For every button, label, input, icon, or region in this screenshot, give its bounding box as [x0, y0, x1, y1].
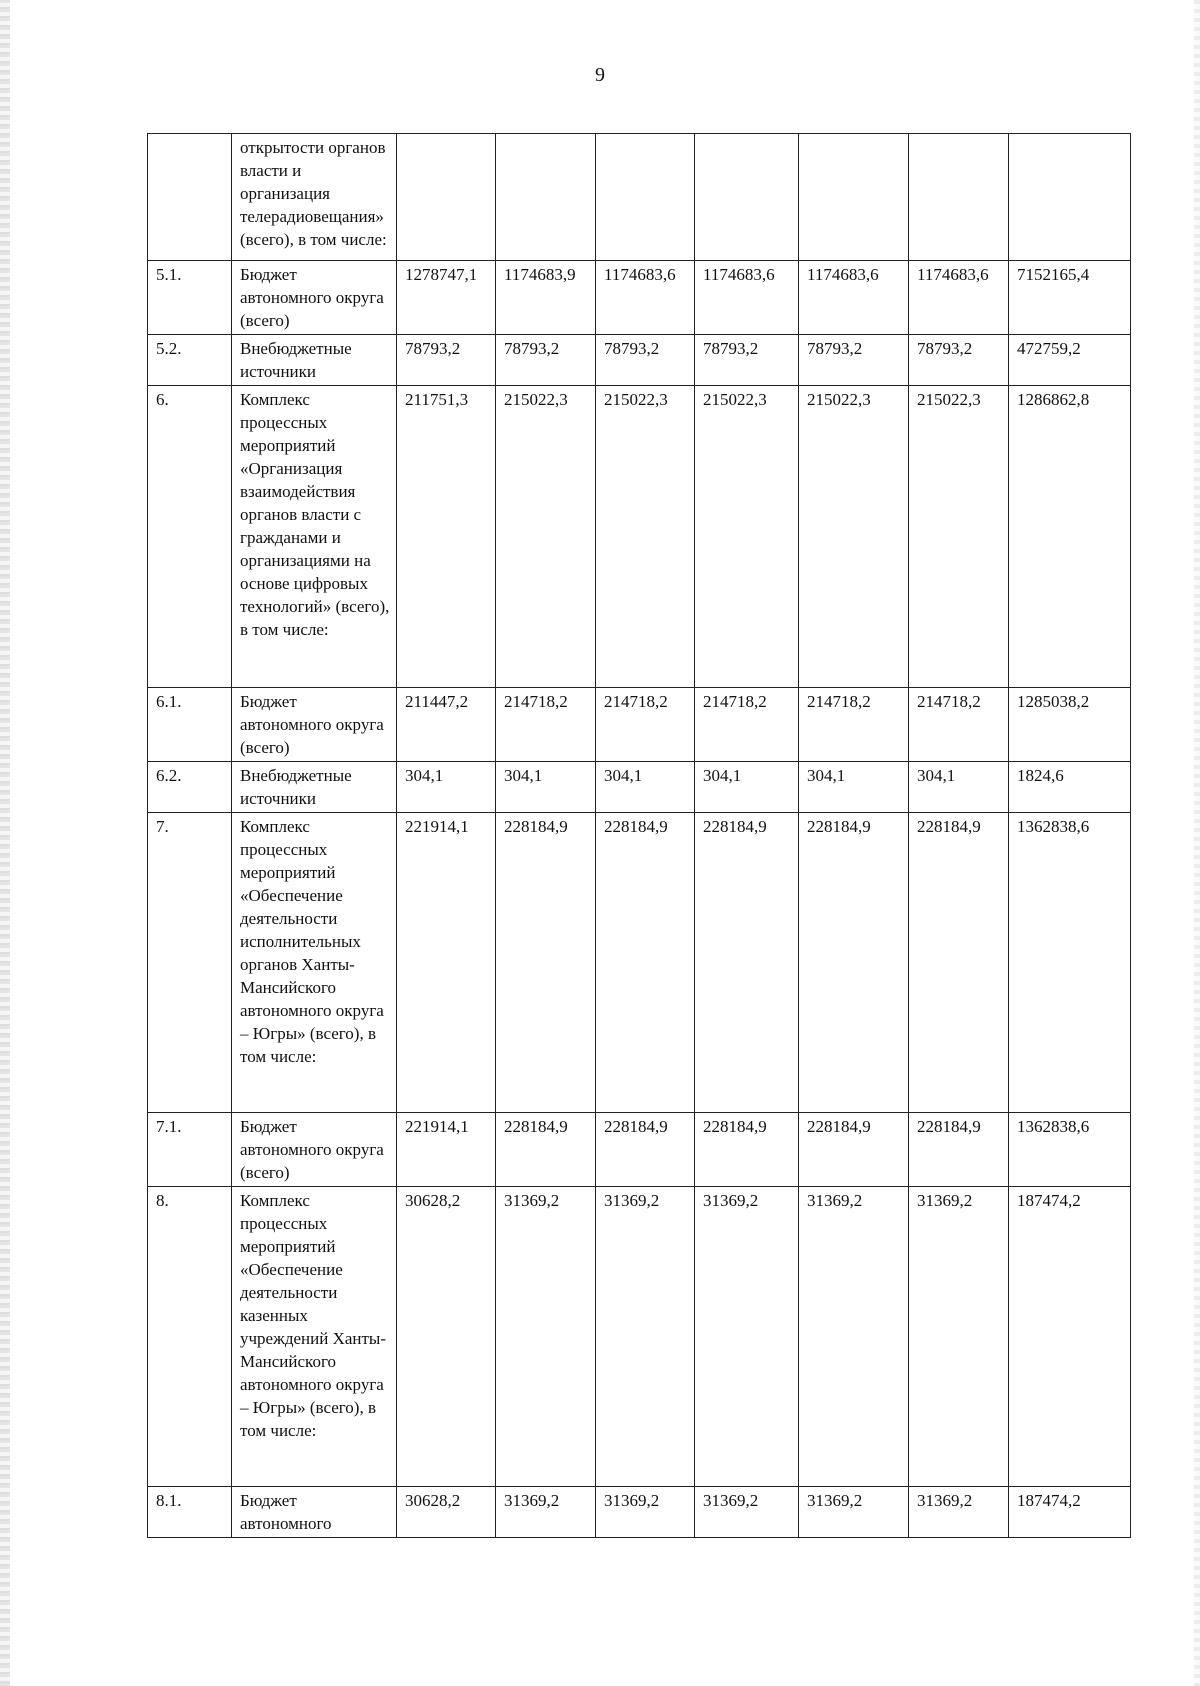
table-row [148, 762, 1131, 813]
value-cell: 214718,2 [596, 688, 695, 762]
table-row [148, 335, 1131, 386]
value-cell [496, 134, 596, 261]
table-row [148, 1187, 1131, 1487]
value-cell [695, 134, 799, 261]
value-cell: 31369,2 [496, 1487, 596, 1538]
value-cell [799, 134, 909, 261]
row-name: Бюджет автономного округа (всего) [232, 688, 397, 762]
value-cell: 228184,9 [909, 1113, 1009, 1187]
budget-table [147, 133, 1131, 1538]
value-cell [397, 134, 496, 261]
value-cell: 228184,9 [596, 1113, 695, 1187]
value-cell: 31369,2 [909, 1487, 1009, 1538]
value-cell [909, 134, 1009, 261]
row-name: Внебюджетные источники [232, 335, 397, 386]
value-cell: 31369,2 [596, 1487, 695, 1538]
value-cell: 1174683,6 [909, 261, 1009, 335]
row-number: 7. [148, 813, 232, 1113]
value-cell: 214718,2 [496, 688, 596, 762]
value-cell: 78793,2 [596, 335, 695, 386]
value-cell: 1362838,6 [1009, 813, 1131, 1113]
value-cell: 1278747,1 [397, 261, 496, 335]
value-cell: 30628,2 [397, 1187, 496, 1487]
row-number: 7.1. [148, 1113, 232, 1187]
value-cell: 31369,2 [799, 1487, 909, 1538]
value-cell: 221914,1 [397, 1113, 496, 1187]
value-cell: 78793,2 [909, 335, 1009, 386]
row-number: 6.1. [148, 688, 232, 762]
value-cell: 31369,2 [596, 1187, 695, 1487]
value-cell: 215022,3 [596, 386, 695, 688]
value-cell: 31369,2 [909, 1187, 1009, 1487]
row-name: Комплекс процессных мероприятий «Обеспечение деятельности исполнительных органов Ханты-Мансийского автономного округа – Югры» (всего), в том числе: [232, 813, 397, 1113]
value-cell: 7152165,4 [1009, 261, 1131, 335]
value-cell: 214718,2 [909, 688, 1009, 762]
value-cell: 1362838,6 [1009, 1113, 1131, 1187]
row-number: 6.2. [148, 762, 232, 813]
value-cell: 1285038,2 [1009, 688, 1131, 762]
value-cell: 215022,3 [496, 386, 596, 688]
value-cell: 78793,2 [695, 335, 799, 386]
value-cell: 215022,3 [799, 386, 909, 688]
value-cell: 304,1 [695, 762, 799, 813]
value-cell: 228184,9 [496, 1113, 596, 1187]
value-cell: 31369,2 [799, 1187, 909, 1487]
row-number: 5.1. [148, 261, 232, 335]
value-cell: 228184,9 [799, 813, 909, 1113]
value-cell: 211447,2 [397, 688, 496, 762]
row-name: открытости органов власти и организация телерадиовещания» (всего), в том числе: [232, 134, 397, 261]
value-cell: 1174683,6 [799, 261, 909, 335]
row-name: Бюджет автономного [232, 1487, 397, 1538]
row-name: Комплекс процессных мероприятий «Обеспечение деятельности казенных учреждений Ханты-Мансийского автономного округа – Югры» (всего), в том числе: [232, 1187, 397, 1487]
table-row [148, 1487, 1131, 1538]
page-number: 9 [595, 64, 605, 86]
value-cell: 187474,2 [1009, 1487, 1131, 1538]
value-cell: 228184,9 [695, 1113, 799, 1187]
table-row [148, 386, 1131, 688]
value-cell: 228184,9 [799, 1113, 909, 1187]
row-name: Комплекс процессных мероприятий «Организация взаимодействия органов власти с гражданами и организациями на основе цифровых технологий» (всего), в том числе: [232, 386, 397, 688]
value-cell: 228184,9 [909, 813, 1009, 1113]
value-cell: 215022,3 [695, 386, 799, 688]
value-cell [1009, 134, 1131, 261]
value-cell: 215022,3 [909, 386, 1009, 688]
value-cell: 31369,2 [695, 1487, 799, 1538]
value-cell: 228184,9 [496, 813, 596, 1113]
row-number: 6. [148, 386, 232, 688]
row-number: 8.1. [148, 1487, 232, 1538]
value-cell: 1174683,6 [596, 261, 695, 335]
table-row [148, 688, 1131, 762]
value-cell: 304,1 [596, 762, 695, 813]
value-cell: 1286862,8 [1009, 386, 1131, 688]
row-name: Бюджет автономного округа (всего) [232, 1113, 397, 1187]
value-cell: 472759,2 [1009, 335, 1131, 386]
table-row [148, 134, 1131, 261]
value-cell: 31369,2 [496, 1187, 596, 1487]
value-cell: 187474,2 [1009, 1187, 1131, 1487]
value-cell: 1174683,6 [695, 261, 799, 335]
value-cell: 214718,2 [695, 688, 799, 762]
value-cell: 1824,6 [1009, 762, 1131, 813]
row-number [148, 134, 232, 261]
table-row [148, 261, 1131, 335]
value-cell: 304,1 [909, 762, 1009, 813]
value-cell: 228184,9 [596, 813, 695, 1113]
value-cell: 214718,2 [799, 688, 909, 762]
table-row [148, 813, 1131, 1113]
value-cell: 211751,3 [397, 386, 496, 688]
value-cell: 78793,2 [799, 335, 909, 386]
value-cell: 31369,2 [695, 1187, 799, 1487]
value-cell: 78793,2 [496, 335, 596, 386]
value-cell: 228184,9 [695, 813, 799, 1113]
scan-right-edge [1194, 0, 1200, 1686]
value-cell: 304,1 [496, 762, 596, 813]
row-number: 8. [148, 1187, 232, 1487]
value-cell: 1174683,9 [496, 261, 596, 335]
value-cell: 304,1 [799, 762, 909, 813]
value-cell: 30628,2 [397, 1487, 496, 1538]
value-cell: 221914,1 [397, 813, 496, 1113]
table-row [148, 1113, 1131, 1187]
value-cell: 78793,2 [397, 335, 496, 386]
value-cell [596, 134, 695, 261]
row-name: Внебюджетные источники [232, 762, 397, 813]
row-number: 5.2. [148, 335, 232, 386]
scan-left-edge [0, 0, 10, 1686]
row-name: Бюджет автономного округа (всего) [232, 261, 397, 335]
value-cell: 304,1 [397, 762, 496, 813]
